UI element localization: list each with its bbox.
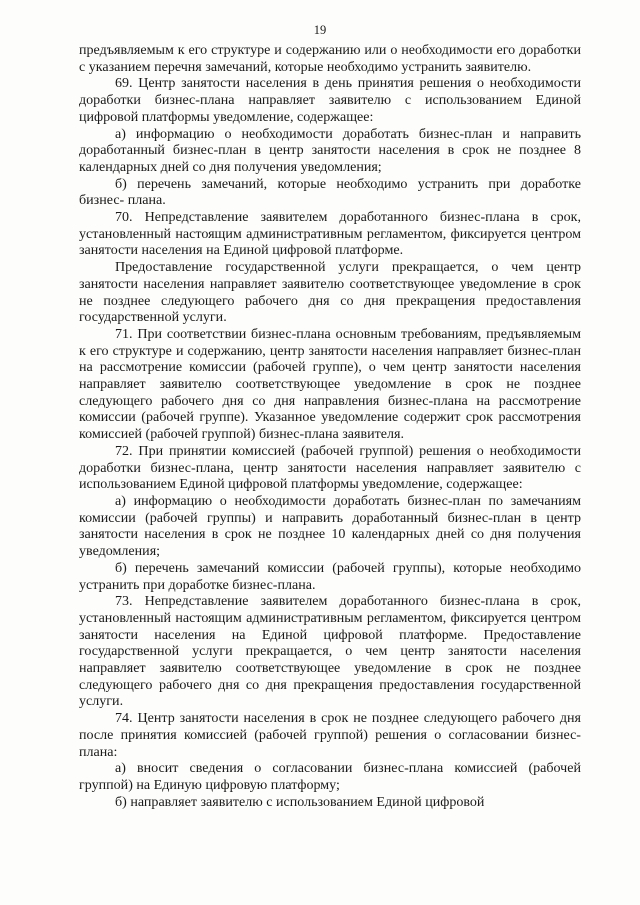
paragraph-74-b: б) направляет заявителю с использованием Единой цифровой <box>115 793 485 810</box>
page-number: 19 <box>313 23 327 37</box>
paragraph-continuation: предъявляемым к его структуре и содержанию или о необходимости его доработки с указанием перечня замечаний, которые необходимо устранить заявителю. <box>79 42 581 75</box>
paragraph-69-b: б) перечень замечаний, которые необходимо устранить при доработке бизнес- плана. <box>79 175 581 209</box>
paragraph-70: 70. Непредставление заявителем доработанного бизнес-плана в срок, установленный настоящим административным регламентом, фиксируется центром занятости населения на Единой цифровой платформе. <box>79 209 581 259</box>
paragraph-70-cont: Предоставление государственной услуги прекращается, о чем центр занятости населения направляет заявителю соответствующее уведомление в срок не позднее следующего рабочего дня со дня прекращения предоставления государственной услуги. <box>79 259 581 326</box>
paragraph-72-a: а) информацию о необходимости доработать бизнес-план по замечаниям комиссии (рабочей группы) и направить доработанный бизнес-план в центр занятости населения в срок не позднее 10 календарных дней со дня получения уведомления; <box>79 492 581 560</box>
paragraph-71: 71. При соответствии бизнес-плана основным требованиям, предъявляемым к его структуре и содержанию, центр занятости населения направляет бизнес-план на рассмотрение комиссии (рабочей группе), о чем центр занятости населения направляет заявителю соответствующее уведомление в срок не позднее следующего рабочего дня со дня направления бизнес-плана на рассмотрение комиссии (рабочей группе). Указанное уведомление содержит срок рассмотрения комиссией (рабочей группой) бизнес-плана заявителя. <box>79 325 581 443</box>
paragraph-69-a: а) информацию о необходимости доработать бизнес-план и направить доработанный бизнес-план в центр занятости населения в срок не позднее 8 календарных дней со дня получения уведомления; <box>79 125 581 175</box>
paragraph-73: 73. Непредставление заявителем доработанного бизнес-плана в срок, установленный настоящим административным регламентом, фиксируется центром занятости населения на Единой цифровой платформе. Предоставление государственной услуги прекращается, о чем центр занятости населения направляет заявителю соответствующее уведомление в срок не позднее следующего рабочего дня со дня прекращения предоставления государственной услуги. <box>79 593 581 710</box>
paragraph-74-a: а) вносит сведения о согласовании бизнес-плана комиссией (рабочей группой) на Единую цифровую платформу; <box>79 760 581 793</box>
paragraph-74: 74. Центр занятости населения в срок не позднее следующего рабочего дня после принятия комиссией (рабочей группой) решения о согласовании бизнес-плана: <box>79 710 581 760</box>
paragraph-69: 69. Центр занятости населения в день принятия решения о необходимости доработки бизнес-плана направляет заявителю с использованием Единой цифровой платформы уведомление, содержащее: <box>79 75 581 125</box>
paragraph-72-b: б) перечень замечаний комиссии (рабочей группы), которые необходимо устранить при доработке бизнес-плана. <box>79 559 581 593</box>
paragraph-72: 72. При принятии комиссией (рабочей группой) решения о необходимости доработки бизнес-плана, центр занятости населения направляет заявителю с использованием Единой цифровой платформы уведомление, содержащее: <box>79 442 581 493</box>
document-body <box>79 42 581 810</box>
